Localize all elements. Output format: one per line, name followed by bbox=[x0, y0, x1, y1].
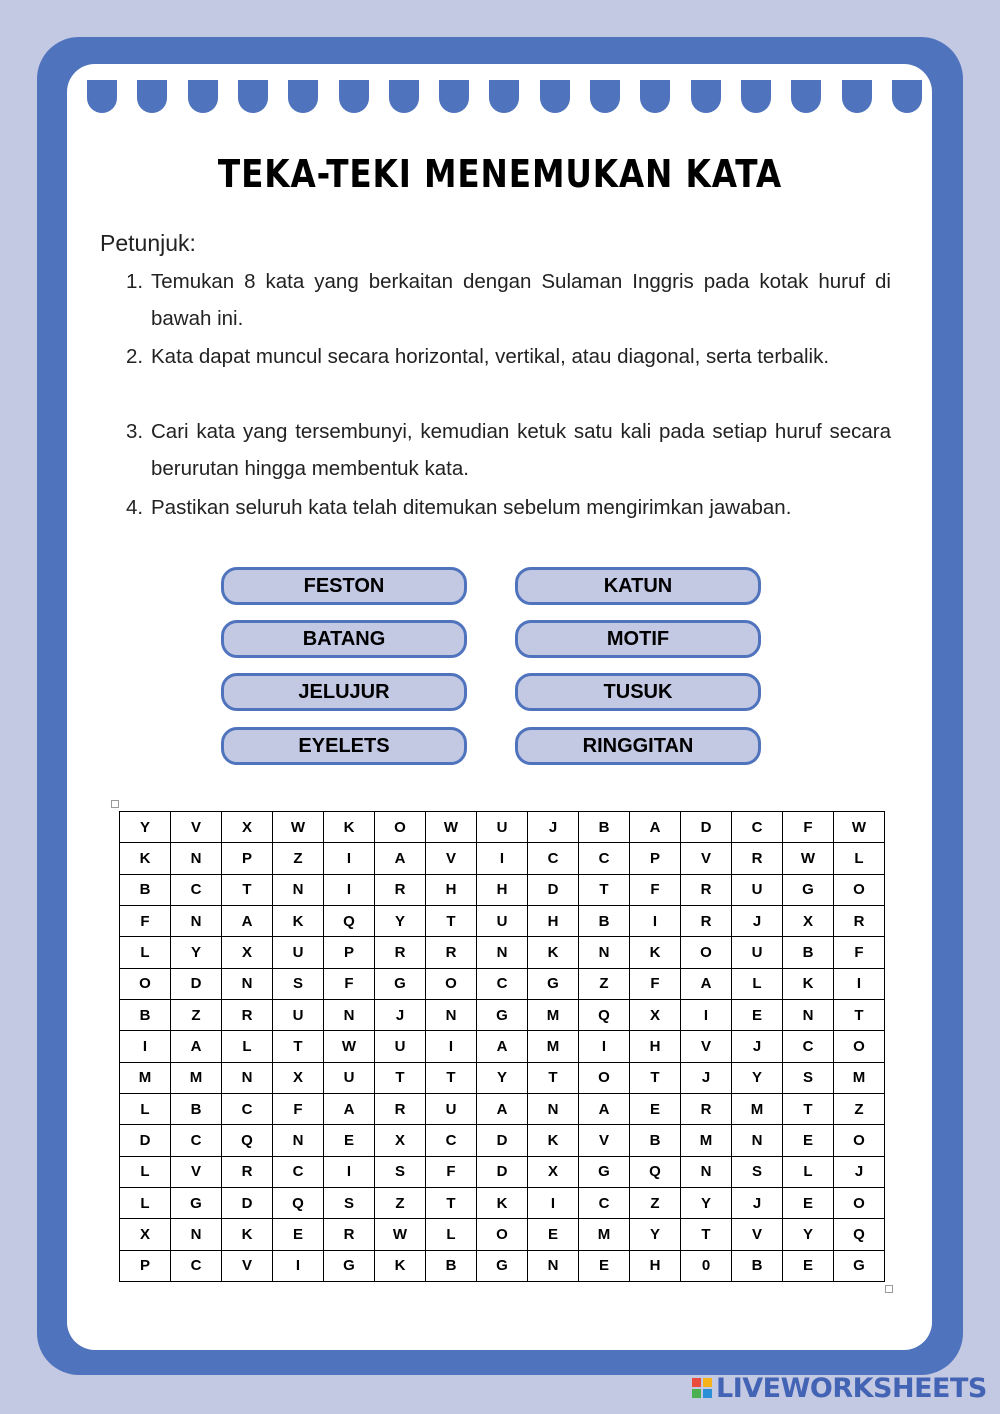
binder-ring bbox=[238, 80, 268, 113]
grid-letter-cell[interactable]: Y bbox=[681, 1187, 732, 1218]
grid-row bbox=[120, 1093, 885, 1124]
grid-letter-cell[interactable]: I bbox=[120, 1031, 171, 1062]
grid-letter-cell[interactable]: M bbox=[579, 1219, 630, 1250]
grid-letter-cell[interactable]: I bbox=[324, 1156, 375, 1187]
grid-letter-cell[interactable]: Q bbox=[273, 1187, 324, 1218]
binder-ring bbox=[640, 80, 670, 113]
grid-letter-cell[interactable]: M bbox=[171, 1062, 222, 1093]
word-pill-eyelets: EYELETS bbox=[221, 727, 467, 765]
binder-ring bbox=[892, 80, 922, 113]
grid-letter-cell[interactable]: D bbox=[528, 874, 579, 905]
grid-letter-cell[interactable]: C bbox=[528, 843, 579, 874]
grid-letter-cell[interactable]: X bbox=[222, 812, 273, 843]
grid-letter-cell[interactable]: U bbox=[324, 1062, 375, 1093]
grid-row bbox=[120, 874, 885, 905]
grid-letter-cell[interactable]: K bbox=[477, 1187, 528, 1218]
grid-letter-cell[interactable]: K bbox=[630, 937, 681, 968]
letter-grid bbox=[119, 811, 885, 1282]
instruction-item bbox=[126, 263, 891, 337]
grid-letter-cell[interactable]: C bbox=[426, 1125, 477, 1156]
grid-letter-cell[interactable]: Q bbox=[222, 1125, 273, 1156]
grid-letter-cell[interactable]: X bbox=[783, 905, 834, 936]
binder-ring bbox=[590, 80, 620, 113]
grid-letter-cell[interactable]: X bbox=[375, 1125, 426, 1156]
grid-letter-cell[interactable]: F bbox=[273, 1093, 324, 1124]
instruction-number: 3. bbox=[126, 420, 144, 443]
binder-ring bbox=[791, 80, 821, 113]
grid-row bbox=[120, 1062, 885, 1093]
grid-letter-cell[interactable]: F bbox=[783, 812, 834, 843]
grid-letter-cell[interactable]: N bbox=[171, 1219, 222, 1250]
grid-letter-cell[interactable]: Z bbox=[375, 1187, 426, 1218]
grid-letter-cell[interactable]: V bbox=[681, 1031, 732, 1062]
grid-letter-cell[interactable]: T bbox=[375, 1062, 426, 1093]
grid-letter-cell[interactable]: J bbox=[732, 905, 783, 936]
grid-letter-cell[interactable]: O bbox=[375, 812, 426, 843]
grid-letter-cell[interactable]: P bbox=[324, 937, 375, 968]
grid-letter-cell[interactable]: V bbox=[171, 812, 222, 843]
grid-letter-cell[interactable]: F bbox=[630, 968, 681, 999]
grid-letter-cell[interactable]: N bbox=[222, 968, 273, 999]
grid-letter-cell[interactable]: R bbox=[681, 905, 732, 936]
grid-letter-cell[interactable]: B bbox=[579, 812, 630, 843]
grid-letter-cell[interactable]: P bbox=[630, 843, 681, 874]
grid-letter-cell[interactable]: W bbox=[273, 812, 324, 843]
grid-letter-cell[interactable]: H bbox=[630, 1031, 681, 1062]
grid-letter-cell[interactable]: O bbox=[477, 1219, 528, 1250]
grid-letter-cell[interactable]: M bbox=[120, 1062, 171, 1093]
grid-letter-cell[interactable]: E bbox=[732, 999, 783, 1030]
binder-ring bbox=[489, 80, 519, 113]
grid-letter-cell[interactable]: B bbox=[630, 1125, 681, 1156]
grid-letter-cell[interactable]: M bbox=[528, 1031, 579, 1062]
grid-letter-cell[interactable]: V bbox=[426, 843, 477, 874]
grid-letter-cell[interactable]: Y bbox=[732, 1062, 783, 1093]
grid-letter-cell[interactable]: I bbox=[579, 1031, 630, 1062]
grid-letter-cell[interactable]: D bbox=[477, 1156, 528, 1187]
grid-letter-cell[interactable]: N bbox=[783, 999, 834, 1030]
binder-ring bbox=[439, 80, 469, 113]
grid-letter-cell[interactable]: N bbox=[528, 1093, 579, 1124]
grid-letter-cell[interactable]: M bbox=[732, 1093, 783, 1124]
liveworksheets-logo bbox=[692, 1371, 987, 1405]
grid-letter-cell[interactable]: E bbox=[528, 1219, 579, 1250]
grid-letter-cell[interactable]: V bbox=[171, 1156, 222, 1187]
grid-letter-cell[interactable]: W bbox=[834, 812, 885, 843]
grid-letter-cell[interactable]: L bbox=[732, 968, 783, 999]
grid-letter-cell[interactable]: I bbox=[528, 1187, 579, 1218]
grid-letter-cell[interactable]: D bbox=[681, 812, 732, 843]
grid-letter-cell[interactable]: E bbox=[579, 1250, 630, 1281]
grid-letter-cell[interactable]: L bbox=[120, 1187, 171, 1218]
grid-letter-cell[interactable]: L bbox=[834, 843, 885, 874]
grid-letter-cell[interactable]: C bbox=[477, 968, 528, 999]
grid-letter-cell[interactable]: E bbox=[630, 1093, 681, 1124]
grid-letter-cell[interactable]: A bbox=[324, 1093, 375, 1124]
grid-letter-cell[interactable]: T bbox=[630, 1062, 681, 1093]
grid-letter-cell[interactable]: A bbox=[222, 905, 273, 936]
grid-letter-cell[interactable]: U bbox=[477, 905, 528, 936]
grid-letter-cell[interactable]: N bbox=[273, 874, 324, 905]
grid-letter-cell[interactable]: P bbox=[120, 1250, 171, 1281]
grid-letter-cell[interactable]: T bbox=[426, 1062, 477, 1093]
grid-letter-cell[interactable]: Y bbox=[171, 937, 222, 968]
binder-ring bbox=[540, 80, 570, 113]
grid-letter-cell[interactable]: L bbox=[426, 1219, 477, 1250]
instruction-text: Cari kata yang tersembunyi, kemudian ketuk satu kali pada setiap huruf secara berurutan hingga membentuk kata. bbox=[151, 420, 891, 480]
grid-row bbox=[120, 1125, 885, 1156]
grid-letter-cell[interactable]: U bbox=[732, 874, 783, 905]
grid-letter-cell[interactable]: R bbox=[375, 1093, 426, 1124]
grid-row bbox=[120, 999, 885, 1030]
instruction-text: Kata dapat muncul secara horizontal, vertikal, atau diagonal, serta terbalik. bbox=[151, 345, 830, 368]
table-move-handle bbox=[111, 800, 119, 808]
grid-letter-cell[interactable]: W bbox=[375, 1219, 426, 1250]
grid-letter-cell[interactable]: B bbox=[171, 1093, 222, 1124]
grid-letter-cell[interactable]: I bbox=[324, 874, 375, 905]
grid-letter-cell[interactable]: S bbox=[324, 1187, 375, 1218]
instructions-label: Petunjuk: bbox=[100, 230, 196, 256]
word-pill-tusuk: TUSUK bbox=[515, 673, 761, 711]
grid-letter-cell[interactable]: Y bbox=[477, 1062, 528, 1093]
grid-letter-cell[interactable]: N bbox=[171, 905, 222, 936]
grid-letter-cell[interactable]: B bbox=[426, 1250, 477, 1281]
word-pill-batang: BATANG bbox=[221, 620, 467, 658]
grid-letter-cell[interactable]: P bbox=[222, 843, 273, 874]
grid-letter-cell[interactable]: M bbox=[681, 1125, 732, 1156]
grid-letter-cell[interactable]: H bbox=[477, 874, 528, 905]
grid-letter-cell[interactable]: K bbox=[324, 812, 375, 843]
grid-letter-cell[interactable]: D bbox=[120, 1125, 171, 1156]
grid-letter-cell[interactable]: K bbox=[375, 1250, 426, 1281]
grid-letter-cell[interactable]: C bbox=[783, 1031, 834, 1062]
grid-letter-cell[interactable]: X bbox=[630, 999, 681, 1030]
grid-letter-cell[interactable]: M bbox=[528, 999, 579, 1030]
grid-letter-cell[interactable]: X bbox=[120, 1219, 171, 1250]
grid-letter-cell[interactable]: W bbox=[324, 1031, 375, 1062]
binder-ring bbox=[389, 80, 419, 113]
grid-row bbox=[120, 843, 885, 874]
grid-letter-cell[interactable]: I bbox=[681, 999, 732, 1030]
grid-letter-cell[interactable]: E bbox=[273, 1219, 324, 1250]
grid-letter-cell[interactable]: N bbox=[426, 999, 477, 1030]
grid-letter-cell[interactable]: I bbox=[273, 1250, 324, 1281]
grid-letter-cell[interactable]: Y bbox=[375, 905, 426, 936]
grid-letter-cell[interactable]: J bbox=[732, 1187, 783, 1218]
grid-row bbox=[120, 937, 885, 968]
grid-letter-cell[interactable]: X bbox=[528, 1156, 579, 1187]
grid-letter-cell[interactable]: U bbox=[477, 812, 528, 843]
logo-text: LIVEWORKSHEETS bbox=[716, 1372, 987, 1404]
grid-letter-cell[interactable]: T bbox=[834, 999, 885, 1030]
grid-letter-cell[interactable]: K bbox=[120, 843, 171, 874]
grid-letter-cell[interactable]: Y bbox=[783, 1219, 834, 1250]
table-resize-handle bbox=[885, 1285, 893, 1293]
grid-letter-cell[interactable]: O bbox=[834, 1125, 885, 1156]
grid-letter-cell[interactable]: J bbox=[834, 1156, 885, 1187]
grid-letter-cell[interactable]: S bbox=[732, 1156, 783, 1187]
grid-letter-cell[interactable]: D bbox=[477, 1125, 528, 1156]
grid-letter-cell[interactable]: D bbox=[222, 1187, 273, 1218]
grid-letter-cell[interactable]: J bbox=[375, 999, 426, 1030]
grid-letter-cell[interactable]: R bbox=[426, 937, 477, 968]
grid-letter-cell[interactable]: L bbox=[120, 1093, 171, 1124]
grid-letter-cell[interactable]: A bbox=[630, 812, 681, 843]
grid-letter-cell[interactable]: O bbox=[834, 874, 885, 905]
grid-letter-cell[interactable]: K bbox=[528, 1125, 579, 1156]
grid-letter-cell[interactable]: C bbox=[579, 1187, 630, 1218]
grid-letter-cell[interactable]: Q bbox=[324, 905, 375, 936]
grid-letter-cell[interactable]: K bbox=[222, 1219, 273, 1250]
word-pill-jelujur: JELUJUR bbox=[221, 673, 467, 711]
grid-letter-cell[interactable]: G bbox=[528, 968, 579, 999]
instruction-number: 4. bbox=[126, 496, 144, 519]
grid-letter-cell[interactable]: I bbox=[324, 843, 375, 874]
grid-letter-cell[interactable]: T bbox=[783, 1093, 834, 1124]
grid-letter-cell[interactable]: O bbox=[681, 937, 732, 968]
grid-letter-cell[interactable]: M bbox=[834, 1062, 885, 1093]
grid-letter-cell[interactable]: A bbox=[579, 1093, 630, 1124]
grid-letter-cell[interactable]: G bbox=[324, 1250, 375, 1281]
grid-letter-cell[interactable]: O bbox=[579, 1062, 630, 1093]
grid-letter-cell[interactable]: N bbox=[732, 1125, 783, 1156]
grid-letter-cell[interactable]: O bbox=[834, 1187, 885, 1218]
grid-letter-cell[interactable]: G bbox=[579, 1156, 630, 1187]
grid-letter-cell[interactable]: I bbox=[834, 968, 885, 999]
instruction-number: 2. bbox=[126, 345, 144, 368]
grid-letter-cell[interactable]: C bbox=[171, 1250, 222, 1281]
instruction-item bbox=[126, 489, 891, 526]
word-pill-ringgitan: RINGGITAN bbox=[515, 727, 761, 765]
grid-letter-cell[interactable]: Q bbox=[834, 1219, 885, 1250]
grid-letter-cell[interactable]: A bbox=[375, 843, 426, 874]
grid-letter-cell[interactable]: U bbox=[732, 937, 783, 968]
binder-ring bbox=[741, 80, 771, 113]
grid-letter-cell[interactable]: C bbox=[273, 1156, 324, 1187]
word-pill-feston: FESTON bbox=[221, 567, 467, 605]
grid-letter-cell[interactable]: W bbox=[426, 812, 477, 843]
grid-letter-cell[interactable]: T bbox=[681, 1219, 732, 1250]
binder-ring bbox=[691, 80, 721, 113]
grid-letter-cell[interactable]: J bbox=[528, 812, 579, 843]
grid-letter-cell[interactable]: L bbox=[120, 1156, 171, 1187]
grid-letter-cell[interactable]: R bbox=[375, 937, 426, 968]
grid-letter-cell[interactable]: R bbox=[324, 1219, 375, 1250]
binder-ring bbox=[137, 80, 167, 113]
grid-letter-cell[interactable]: E bbox=[783, 1250, 834, 1281]
grid-row bbox=[120, 1219, 885, 1250]
grid-letter-cell[interactable]: I bbox=[477, 843, 528, 874]
grid-letter-cell[interactable]: H bbox=[426, 874, 477, 905]
grid-letter-cell[interactable]: I bbox=[426, 1031, 477, 1062]
grid-letter-cell[interactable]: R bbox=[681, 874, 732, 905]
grid-letter-cell[interactable]: U bbox=[273, 937, 324, 968]
grid-letter-cell[interactable]: D bbox=[171, 968, 222, 999]
grid-letter-cell[interactable]: I bbox=[630, 905, 681, 936]
binder-ring bbox=[288, 80, 318, 113]
grid-letter-cell[interactable]: J bbox=[681, 1062, 732, 1093]
grid-letter-cell[interactable]: H bbox=[630, 1250, 681, 1281]
grid-letter-cell[interactable]: G bbox=[375, 968, 426, 999]
grid-letter-cell[interactable]: O bbox=[120, 968, 171, 999]
grid-letter-cell[interactable]: G bbox=[834, 1250, 885, 1281]
binder-ring bbox=[339, 80, 369, 113]
grid-letter-cell[interactable]: L bbox=[783, 1156, 834, 1187]
grid-letter-cell[interactable]: C bbox=[171, 1125, 222, 1156]
grid-letter-cell[interactable]: V bbox=[579, 1125, 630, 1156]
grid-letter-cell[interactable]: N bbox=[579, 937, 630, 968]
grid-letter-cell[interactable]: U bbox=[426, 1093, 477, 1124]
grid-letter-cell[interactable]: Z bbox=[273, 843, 324, 874]
grid-letter-cell[interactable]: Z bbox=[171, 999, 222, 1030]
grid-row bbox=[120, 1156, 885, 1187]
grid-letter-cell[interactable]: A bbox=[681, 968, 732, 999]
grid-row bbox=[120, 812, 885, 843]
grid-letter-cell[interactable]: V bbox=[732, 1219, 783, 1250]
grid-letter-cell[interactable]: G bbox=[477, 1250, 528, 1281]
grid-letter-cell[interactable]: G bbox=[783, 874, 834, 905]
grid-letter-cell[interactable]: Q bbox=[579, 999, 630, 1030]
grid-letter-cell[interactable]: V bbox=[681, 843, 732, 874]
grid-letter-cell[interactable]: R bbox=[222, 999, 273, 1030]
grid-letter-cell[interactable]: F bbox=[120, 905, 171, 936]
grid-letter-cell[interactable]: N bbox=[273, 1125, 324, 1156]
grid-letter-cell[interactable]: K bbox=[783, 968, 834, 999]
grid-letter-cell[interactable]: Y bbox=[120, 812, 171, 843]
grid-letter-cell[interactable]: Z bbox=[834, 1093, 885, 1124]
grid-letter-cell[interactable]: R bbox=[834, 905, 885, 936]
grid-letter-cell[interactable]: U bbox=[375, 1031, 426, 1062]
binder-ring bbox=[188, 80, 218, 113]
grid-row bbox=[120, 1031, 885, 1062]
grid-letter-cell[interactable]: V bbox=[222, 1250, 273, 1281]
grid-letter-cell[interactable]: B bbox=[120, 999, 171, 1030]
grid-letter-cell[interactable]: W bbox=[783, 843, 834, 874]
grid-letter-cell[interactable]: K bbox=[273, 905, 324, 936]
grid-letter-cell[interactable]: K bbox=[528, 937, 579, 968]
grid-row bbox=[120, 1250, 885, 1281]
instruction-number: 1. bbox=[126, 270, 144, 293]
grid-letter-cell[interactable]: F bbox=[630, 874, 681, 905]
grid-letter-cell[interactable]: F bbox=[324, 968, 375, 999]
grid-letter-cell[interactable]: E bbox=[324, 1125, 375, 1156]
grid-letter-cell[interactable]: N bbox=[477, 937, 528, 968]
grid-letter-cell[interactable]: Z bbox=[579, 968, 630, 999]
grid-letter-cell[interactable]: 0 bbox=[681, 1250, 732, 1281]
grid-letter-cell[interactable]: L bbox=[222, 1031, 273, 1062]
grid-letter-cell[interactable]: O bbox=[834, 1031, 885, 1062]
grid-letter-cell[interactable]: U bbox=[273, 999, 324, 1030]
grid-letter-cell[interactable]: X bbox=[222, 937, 273, 968]
grid-letter-cell[interactable]: T bbox=[222, 874, 273, 905]
grid-letter-cell[interactable]: Y bbox=[630, 1219, 681, 1250]
grid-letter-cell[interactable]: R bbox=[732, 843, 783, 874]
word-pill-motif: MOTIF bbox=[515, 620, 761, 658]
grid-letter-cell[interactable]: E bbox=[783, 1187, 834, 1218]
word-pill-katun: KATUN bbox=[515, 567, 761, 605]
grid-letter-cell[interactable]: Q bbox=[630, 1156, 681, 1187]
grid-row bbox=[120, 968, 885, 999]
grid-letter-cell[interactable]: B bbox=[732, 1250, 783, 1281]
grid-letter-cell[interactable]: A bbox=[477, 1093, 528, 1124]
grid-letter-cell[interactable]: J bbox=[732, 1031, 783, 1062]
grid-letter-cell[interactable]: C bbox=[732, 812, 783, 843]
grid-letter-cell[interactable]: T bbox=[273, 1031, 324, 1062]
instruction-item bbox=[126, 413, 891, 487]
grid-letter-cell[interactable]: S bbox=[375, 1156, 426, 1187]
grid-letter-cell[interactable]: B bbox=[579, 905, 630, 936]
grid-letter-cell[interactable]: N bbox=[222, 1062, 273, 1093]
grid-letter-cell[interactable]: F bbox=[426, 1156, 477, 1187]
grid-letter-cell[interactable]: F bbox=[834, 937, 885, 968]
instruction-text: Temukan 8 kata yang berkaitan dengan Sulaman Inggris pada kotak huruf di bawah ini. bbox=[151, 270, 891, 330]
grid-letter-cell[interactable]: C bbox=[222, 1093, 273, 1124]
grid-letter-cell[interactable]: S bbox=[273, 968, 324, 999]
grid-letter-cell[interactable]: X bbox=[273, 1062, 324, 1093]
grid-row bbox=[120, 1187, 885, 1218]
grid-letter-cell[interactable]: T bbox=[528, 1062, 579, 1093]
grid-letter-cell[interactable]: N bbox=[171, 843, 222, 874]
grid-letter-cell[interactable]: T bbox=[579, 874, 630, 905]
grid-letter-cell[interactable]: G bbox=[477, 999, 528, 1030]
instruction-item bbox=[126, 338, 891, 375]
grid-letter-cell[interactable]: N bbox=[681, 1156, 732, 1187]
grid-letter-cell[interactable]: O bbox=[426, 968, 477, 999]
grid-letter-cell[interactable]: N bbox=[528, 1250, 579, 1281]
grid-letter-cell[interactable]: R bbox=[222, 1156, 273, 1187]
instruction-text: Pastikan seluruh kata telah ditemukan sebelum mengirimkan jawaban. bbox=[151, 496, 792, 519]
grid-letter-cell[interactable]: G bbox=[171, 1187, 222, 1218]
page-title: TEKA-TEKI MENEMUKAN KATA bbox=[217, 152, 783, 196]
grid-letter-cell[interactable]: S bbox=[783, 1062, 834, 1093]
grid-letter-cell[interactable]: T bbox=[426, 1187, 477, 1218]
grid-letter-cell[interactable]: R bbox=[375, 874, 426, 905]
grid-letter-cell[interactable]: A bbox=[477, 1031, 528, 1062]
grid-letter-cell[interactable]: T bbox=[426, 905, 477, 936]
grid-row bbox=[120, 905, 885, 936]
liveworksheets-logo-icon bbox=[692, 1378, 712, 1398]
grid-letter-cell[interactable]: B bbox=[120, 874, 171, 905]
binder-ring bbox=[842, 80, 872, 113]
grid-letter-cell[interactable]: E bbox=[783, 1125, 834, 1156]
grid-letter-cell[interactable]: C bbox=[579, 843, 630, 874]
grid-letter-cell[interactable]: Z bbox=[630, 1187, 681, 1218]
grid-letter-cell[interactable]: L bbox=[120, 937, 171, 968]
grid-letter-cell[interactable]: A bbox=[171, 1031, 222, 1062]
grid-letter-cell[interactable]: R bbox=[681, 1093, 732, 1124]
grid-letter-cell[interactable]: H bbox=[528, 905, 579, 936]
grid-letter-cell[interactable]: B bbox=[783, 937, 834, 968]
grid-letter-cell[interactable]: C bbox=[171, 874, 222, 905]
binder-ring bbox=[87, 80, 117, 113]
grid-letter-cell[interactable]: N bbox=[324, 999, 375, 1030]
